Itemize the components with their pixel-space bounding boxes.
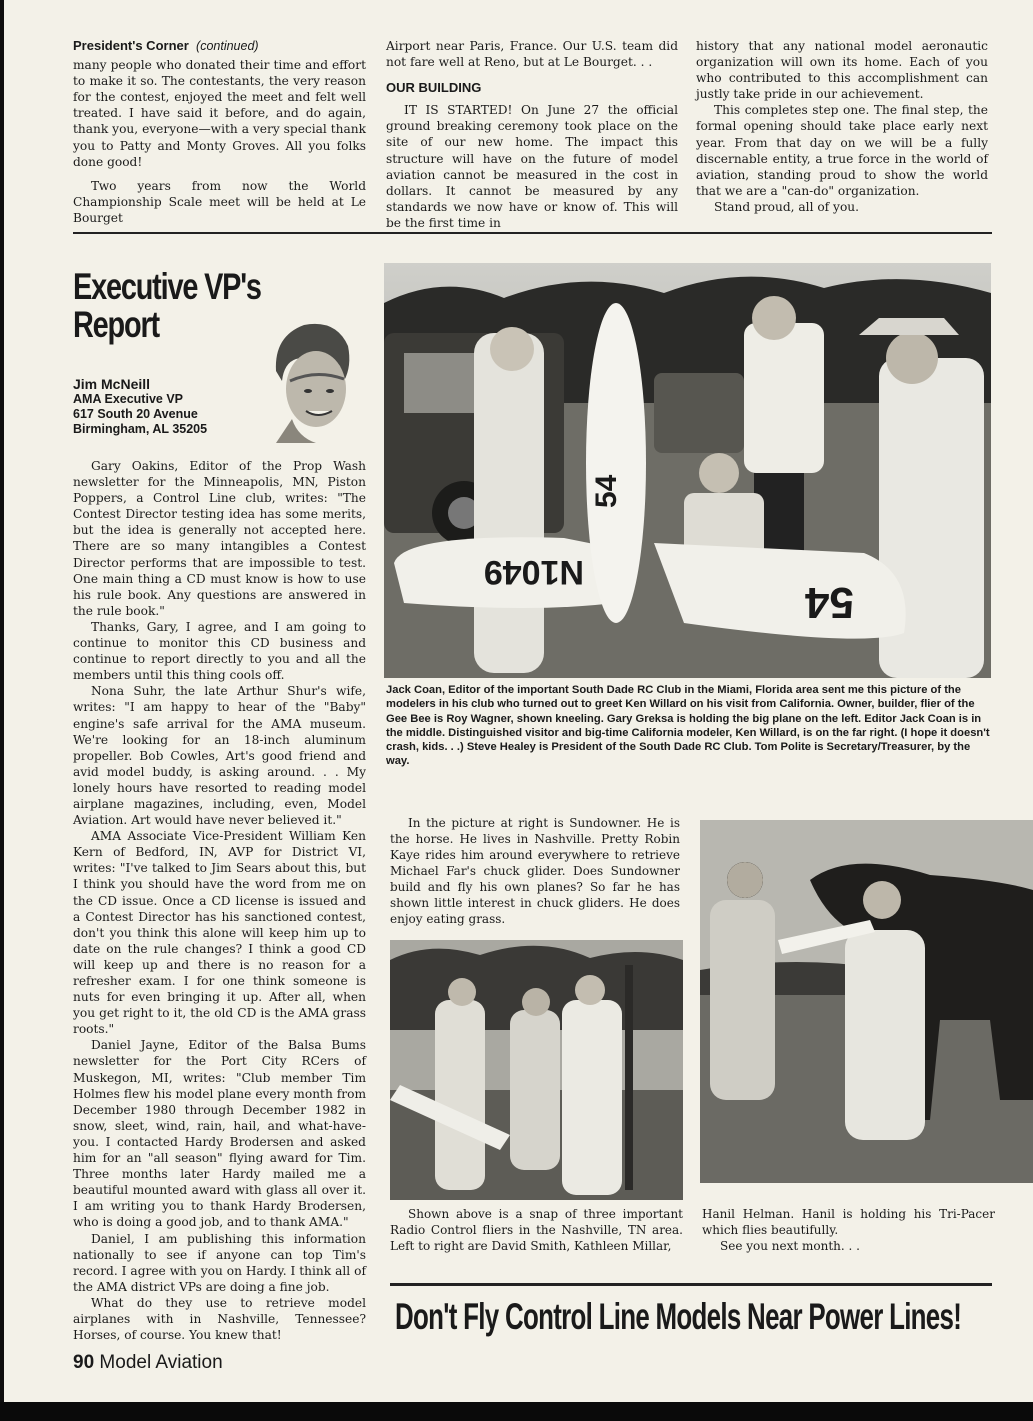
paragraph: Stand proud, all of you. — [714, 199, 860, 214]
paragraph: history that any national model aeronautic organization will own its home. Each of you who contributed to this accomplishment can justly take pride in our achievement. — [696, 39, 988, 102]
presidents-corner-kicker: President's Corner (continued) — [73, 38, 259, 53]
paragraph: This completes step one. The final step, the formal opening should take place early next year. From that day on we will be a fully discernable entity, a true force in the world of aviation, standing proud to show the world that we are a "can-do" organization. — [696, 103, 988, 198]
paragraph: Two years from now the World Championship Scale meet will be held at Le Bourget — [73, 178, 366, 225]
subhead-our-building: OUR BUILDING — [386, 80, 482, 96]
wing-number-marking: 54 — [805, 578, 854, 627]
paragraph: Daniel, I am publishing this information nationally to see if anyone can top Tim's record. I agree with you on Hardy. I think all of the AMA district VPs are doing a fine job. — [73, 1231, 366, 1294]
report-title: Executive VP's Report — [73, 266, 261, 345]
presidents-corner-col3 — [696, 38, 988, 215]
paragraph: Nona Suhr, the late Arthur Shur's wife, writes: "I am happy to hear of the "Baby" engine's safe arrival for the AMA museum. We're looking for an 18-inch aluminum propeller. Bob Cowles, Art's good friend and avid model buddy, is asking around. . . My lonely hours have resorted to reading model airplane magazines, including, even, Model Aviation. Art would have never believed it." — [73, 684, 366, 828]
paragraph: What do they use to retrieve model airplanes with in Nashville, Tennessee? Horses, of course. You knew that! — [73, 1295, 366, 1343]
caption-horse: Hanil Helman. Hanil is holding his Tri-Pacer which flies beautifully. See you next month. . . — [702, 1207, 995, 1253]
photo-horse-sundowner — [700, 820, 1033, 1183]
section-divider — [73, 232, 992, 234]
author-name: Jim McNeill — [73, 376, 151, 392]
paragraph: many people who donated their time and effort to make it so. The contestants, the very reason for the contest, enjoyed the meet and felt well treated. I have said it before, and do again, thank you, everyone—with a very special thank you to Patty and Monty Groves. All you folks done good! — [73, 58, 366, 169]
warning-rule — [390, 1283, 992, 1286]
paragraph: Gary Oakins, Editor of the Prop Wash newsletter for the Minneapolis, MN, Piston Poppers, a Control Line club, writes: "The Contest Director testing idea has some merits, but the idea is generally not accepted here. There are so many intangibles a Contest Director performs that are impossible to test. One main thing a CD must know is how to use his rule book. Any questions are answered in the rule book." — [73, 459, 366, 618]
author-portrait — [256, 311, 356, 443]
report-body — [73, 458, 366, 1343]
page-number: 90 — [73, 1352, 95, 1373]
sundowner-text: In the picture at right is Sundowner. He is the horse. He lives in Nashville. Pretty Robin Kaye rides him around everywhere to retrieve Michael Far's chuck glider. Does Sundowner build and fly his own planes? So far he has shown little interest in chuck gliders. He does enjoy eating grass. — [390, 816, 680, 926]
presidents-corner-col1 — [73, 38, 366, 226]
scan-edge-bottom — [0, 1402, 1033, 1421]
author-title: AMA Executive VP — [73, 392, 183, 406]
fuselage-number-marking: 54 — [590, 474, 623, 508]
author-byline — [73, 377, 207, 437]
magazine-name: Model Aviation — [99, 1352, 223, 1373]
paragraph: Airport near Paris, France. Our U.S. team did not fare well at Reno, but at Le Bourget. . . — [386, 39, 678, 70]
wing-registration-marking: N1049 — [483, 553, 584, 591]
author-address-city: Birmingham, AL 35205 — [73, 422, 208, 436]
paragraph: IT IS STARTED! On June 27 the official ground breaking ceremony took place on the site of our new home. The impact this structure will have on the future of model aviation cannot be measured in the cost in dollars. It cannot be measured by any standards we now have or know of. This will be the first time in — [386, 103, 678, 230]
photo-nashville-trio — [390, 940, 683, 1200]
page-folio — [73, 1352, 223, 1374]
safety-warning-headline: Don't Fly Control Line Models Near Power Lines! — [395, 1296, 962, 1337]
photo-caption-main: Jack Coan, Editor of the important South Dade RC Club in the Miami, Florida area sent me this picture of the modelers in his club who turned out to greet Ken Willard on his visit from California. Owner, builder, flier of the Gee Bee is Roy Wagner, shown kneeling. Gary Greksa is holding the big plane on the left. Editor Jack Coan is in the middle. Distinguished visitor and big-time California modeler, Ken Willard, is on the far right. (I hope it doesn't crash, kids. . .) Steve Healey is President of the South Dade RC Club. Tom Polite is Secretary/Treasurer, by the way. — [386, 684, 990, 768]
author-address-street: 617 South 20 Avenue — [73, 407, 198, 421]
scan-edge-left — [0, 0, 4, 1421]
photo-club-gee-bee — [384, 263, 991, 678]
paragraph: AMA Associate Vice-President William Ken Kern of Bedford, IN, AVP for District VI, writes: "I've talked to Jim Sears about this, but I think you should have the word from me on the CD issue. Once a CD license is issued and a Contest Director has his sanctioned contest, don't you think this alone will keep him up to date on the rule changes? I think a good CD will keep up and there is no reason for a refresher exam. I for one think someone is nuts for even bringing it up. After all, when you get right to it, the old CD is the AMA grass roots." — [73, 829, 366, 1037]
presidents-corner-col2 — [386, 38, 678, 231]
paragraph: Daniel Jayne, Editor of the Balsa Bums newsletter for the Port City RCers of Muskegon, MI, writes: "Club member Tim Holmes flew his model plane every month from December 1980 through December 1982 in snow, sleet, wind, rain, hail, and what-have-you. I contacted Hardy Brodersen and asked him for an "all season" flying award for Tim. Three months later Hardy mailed me a beautiful mounted award with glass all over it. I am writing you to thank Hardy Brodersen, who is doing a good job, and to thank AMA." — [73, 1038, 366, 1230]
paragraph: Thanks, Gary, I agree, and I am going to continue to monitor this CD business and continue to report directly to you and all the members until this thing cools off. — [73, 619, 366, 683]
caption-trio: Shown above is a snap of three important Radio Control fliers in the Nashville, TN area. Left to right are David Smith, Kathleen Millar, — [390, 1207, 683, 1253]
